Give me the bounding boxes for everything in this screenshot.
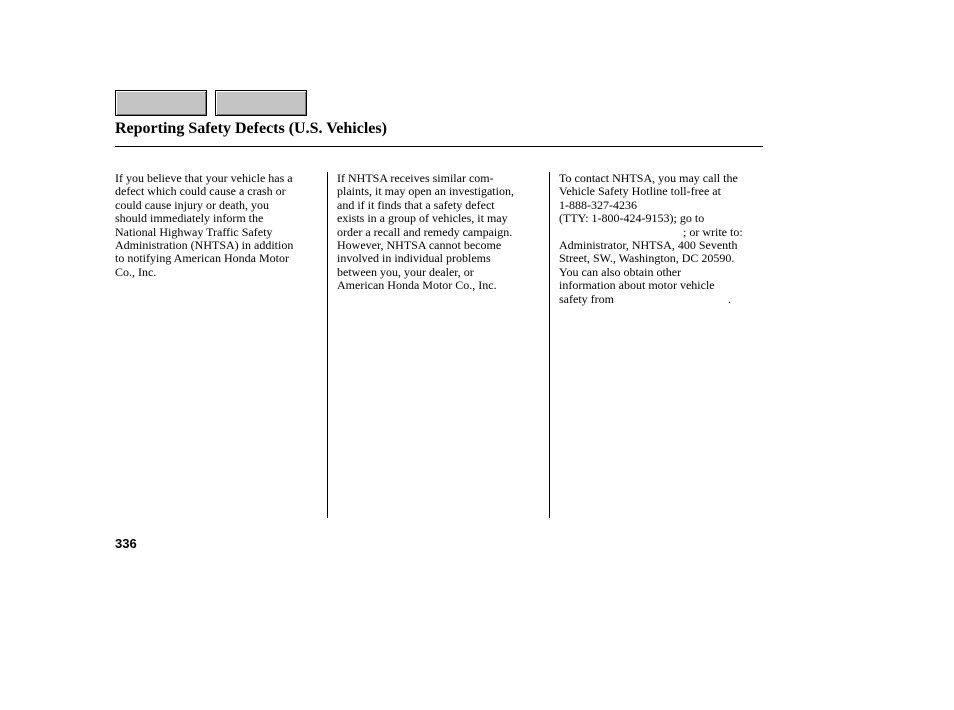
- title-rule: [115, 146, 763, 147]
- text-line: American Honda Motor Co., Inc.: [337, 278, 497, 293]
- text-line: However, NHTSA cannot become: [337, 238, 502, 253]
- column-divider: [549, 172, 550, 518]
- tty-number: (TTY: 1-800-424-9153); go to: [559, 211, 705, 226]
- hotline-number: 1-888-327-4236: [559, 197, 637, 212]
- text-line: involved in individual problems: [337, 251, 491, 266]
- text-line: between you, your dealer, or: [337, 264, 474, 279]
- text-line: To contact NHTSA, you may call the: [559, 171, 738, 185]
- page-title: Reporting Safety Defects (U.S. Vehicles): [115, 120, 387, 137]
- text-line: If NHTSA receives similar com-: [337, 171, 494, 185]
- text-line: ; or write to:: [683, 224, 743, 239]
- column-1: [115, 172, 320, 279]
- text-line: to notifying American Honda Motor: [115, 251, 289, 266]
- column-2: [337, 172, 542, 293]
- text-line: National Highway Traffic Safety: [115, 224, 273, 239]
- address-line: Administrator, NHTSA, 400 Seventh: [559, 238, 738, 253]
- column-3: [559, 172, 764, 306]
- text-line: If you believe that your vehicle has a: [115, 171, 293, 185]
- nav-button-previous[interactable]: [115, 90, 207, 116]
- text-line: [559, 293, 764, 306]
- address-line: Street, SW., Washington, DC 20590.: [559, 251, 735, 266]
- text-line: exists in a group of vehicles, it may: [337, 211, 508, 226]
- text-line: information about motor vehicle: [559, 278, 715, 293]
- text-line: Administration (NHTSA) in addition: [115, 238, 294, 253]
- text-line: Co., Inc.: [115, 264, 157, 279]
- text-line: plaints, it may open an investigation,: [337, 184, 514, 199]
- text-fragment: .: [727, 291, 731, 306]
- text-line: Vehicle Safety Hotline toll-free at: [559, 184, 721, 199]
- text-line: order a recall and remedy campaign.: [337, 224, 513, 239]
- text-line: defect which could cause a crash or: [115, 184, 286, 199]
- page-number: 336: [115, 536, 137, 551]
- text-line: and if it finds that a safety defect: [337, 197, 495, 212]
- text-fragment: safety from: [559, 291, 614, 306]
- column-divider: [327, 172, 328, 518]
- text-line: could cause injury or death, you: [115, 197, 269, 212]
- nav-button-next[interactable]: [215, 90, 307, 116]
- text-line: You can also obtain other: [559, 264, 682, 279]
- text-line: should immediately inform the: [115, 211, 264, 226]
